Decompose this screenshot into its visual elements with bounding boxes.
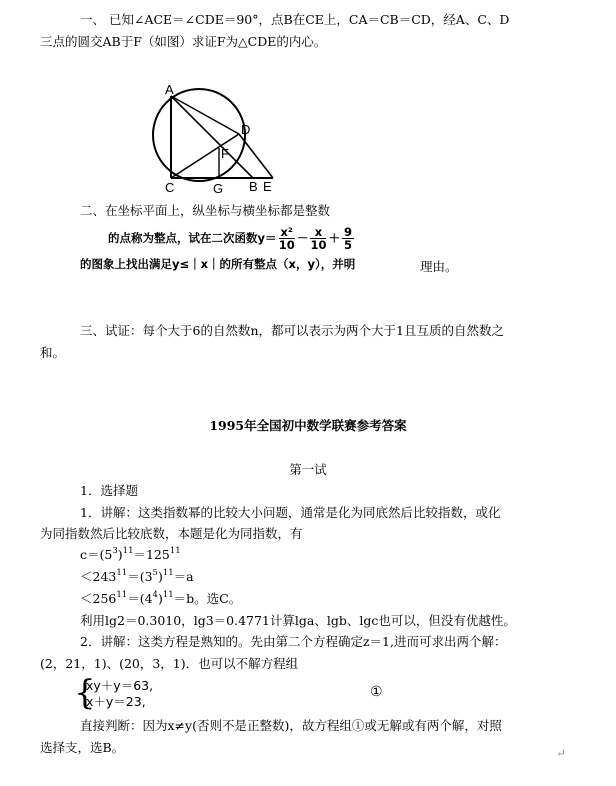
part-1-heading: 1．选择题 [80,483,138,498]
answers-title: 1995年全国初中数学联赛参考答案 [209,418,407,433]
label-d: D [241,122,251,137]
equation-c: $c=(5^3)^{11}=125^{11}$ [80,546,181,562]
label-b: B [249,179,258,194]
answer-2-line-4: 直接判断：因为x≠y(否则不是正整数)，故方程组①或无解或有两个解，对照 [80,718,502,733]
problem-3-line-2: 和。 [40,345,66,360]
answer-2-line-1: 2．讲解：这类方程是熟知的。先由第二个方程确定z＝1,进而可求出两个解： [80,634,507,649]
system-eq-1: xy＋y＝63, [86,678,154,693]
label-e: E [263,179,272,194]
problem-2-formula: 的点称为整点，试在二次函数y＝ $\frac{\text{x²}}{10}$ － $\frac{x}{10}$ ＋ $\frac{9}{5}$ [108,224,352,252]
equation-a: $<243^{11}=(3^5)^{11}=a$ [80,568,194,584]
circle-acd [153,89,245,181]
problem-2-line-3-end: 理由。 [420,259,458,274]
answer-1-line-2: 为同指数然后比较底数，本题是化为同指数，有 [40,526,303,541]
problem-3-line-1: 三、试证：每个大于6的自然数n，都可以表示为两个大于1且互质的自然数之 [80,323,504,338]
answer-1-line-6: 利用lg2＝0.3010，lg3＝0.4771计算lga、lgb、lgc也可以，但没有优越性。 [80,613,516,628]
label-a: A [165,82,174,97]
label-c: C [165,180,175,195]
geometry-figure [145,82,295,197]
system-eq-2: x＋y＝23, [86,694,146,709]
problem-2-line-3: 的图象上找出满足y≤｜x｜的所有整点（x，y），并明 [80,257,356,271]
label-f: F [221,146,229,161]
paragraph-mark: ↵ [556,746,567,760]
equation-b: $<256^{11}=(4^4)^{11}=b$。选C。 [80,590,242,606]
answer-2-line-5: 选择支，选B。 [40,740,125,755]
fraction-x-over-10: $\frac{x}{10}$ [310,224,327,252]
segment-de [239,134,273,178]
answer-2-line-2: (2，21，1)、(20，3，1)．也可以不解方程组 [40,656,299,671]
fraction-x2-over-10: $\frac{\text{x²}}{10}$ [278,224,295,252]
system-brace: { [74,673,96,713]
section-heading: 第一试 [289,462,327,477]
problem-2-line-1: 二、在坐标平面上，纵坐标与横坐标都是整数 [80,203,331,218]
fraction-9-over-5: $\frac{9}{5}$ [343,224,352,252]
equation-number: ① [370,684,383,700]
answer-1-line-1: 1．讲解：这类指数幂的比较大小问题，通常是化为同底然后比较指数，或化 [80,505,501,520]
problem-1-line-1: 一、 已知∠ACE＝∠CDE＝90°，点B在CE上，CA＝CB＝CD，经A、C、D [80,12,510,27]
problem-2-line-2: 的点称为整点，试在二次函数y＝ [108,231,277,245]
segment-ad [171,96,239,134]
label-g: G [213,181,224,196]
problem-1-line-2: 三点的圆交AB于F（如图）求证F为△CDE的内心。 [40,34,327,49]
